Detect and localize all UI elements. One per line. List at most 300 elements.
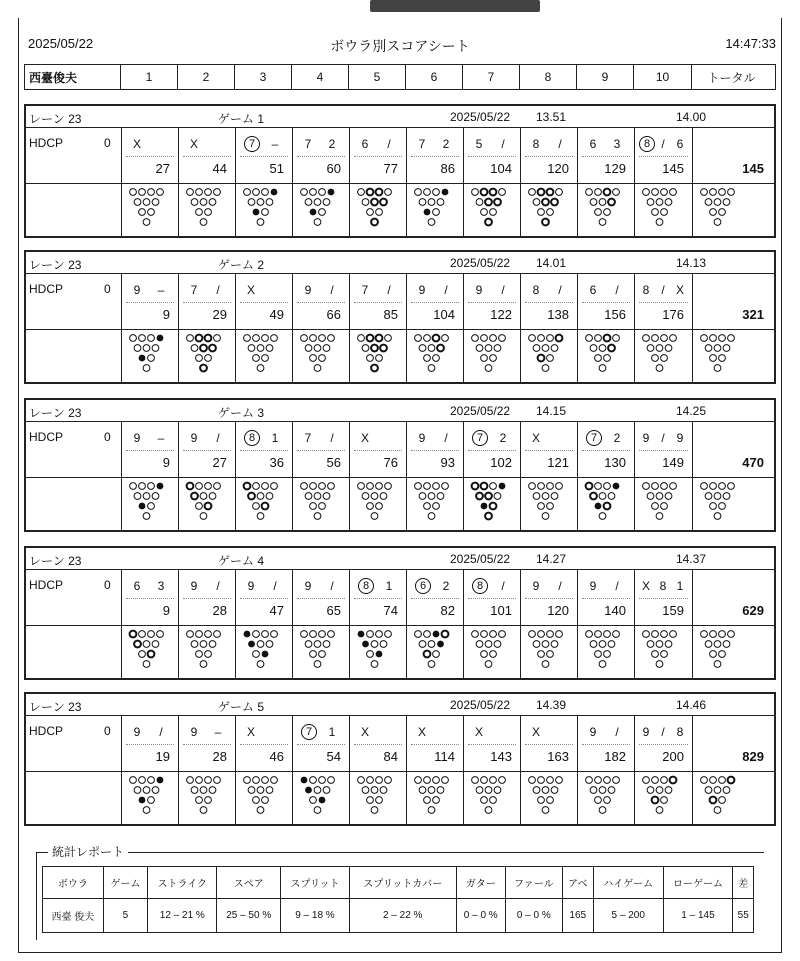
roll-mark: /	[615, 579, 619, 593]
cumulative-score: 9	[162, 603, 170, 618]
pin	[728, 189, 735, 196]
stats-header: スペア	[217, 867, 281, 899]
pin	[719, 189, 726, 196]
stats-value: 0 – 0 %	[505, 899, 562, 933]
pin	[148, 503, 155, 510]
pin	[262, 651, 269, 658]
pin	[529, 777, 536, 784]
pin	[310, 483, 317, 490]
pin	[656, 365, 663, 372]
roll-mark: 6	[361, 137, 369, 151]
frame-cell	[122, 274, 179, 329]
divider	[468, 744, 516, 745]
pin	[148, 797, 155, 804]
pin-diagram	[185, 775, 235, 821]
pin	[143, 787, 150, 794]
pin	[415, 335, 422, 342]
frame-cell	[350, 422, 407, 477]
pin-diagram	[470, 187, 520, 233]
pin	[266, 641, 273, 648]
pin-diagram	[185, 481, 235, 527]
roll-mark: 3	[613, 137, 621, 151]
frame-cell	[578, 128, 635, 183]
stats-value: 55	[733, 899, 754, 933]
divider	[525, 450, 573, 451]
stats-title: 統計レポート	[48, 843, 128, 860]
game-header	[26, 252, 774, 274]
pin	[723, 787, 730, 794]
divider	[183, 302, 231, 303]
pin-diagram	[185, 187, 235, 233]
pin	[139, 651, 146, 658]
game-header	[26, 694, 774, 716]
stats-header: ガター	[456, 867, 505, 899]
pin	[538, 483, 545, 490]
pin	[723, 345, 730, 352]
cumulative-score: 182	[604, 749, 626, 764]
pin	[490, 483, 497, 490]
pin	[533, 345, 540, 352]
pin-cell	[464, 184, 521, 236]
cumulative-score: 176	[662, 307, 684, 322]
pin	[728, 777, 735, 784]
pin	[253, 189, 260, 196]
pin-cell	[407, 772, 464, 824]
pin	[608, 641, 615, 648]
frame-cell	[635, 716, 693, 771]
pin	[367, 209, 374, 216]
pin	[608, 345, 615, 352]
pin	[533, 641, 540, 648]
pin	[323, 493, 330, 500]
frame-cell	[407, 422, 464, 477]
roll-mark: /	[387, 137, 391, 151]
pin	[253, 797, 260, 804]
pin	[701, 631, 708, 638]
pin	[595, 189, 602, 196]
pin	[205, 797, 212, 804]
pin	[723, 493, 730, 500]
roll-mark: X	[641, 579, 650, 593]
pin	[428, 493, 435, 500]
pin	[656, 345, 663, 352]
pin-diagram	[641, 187, 693, 233]
roll-mark: 3	[157, 579, 165, 593]
pin	[209, 641, 216, 648]
roll-mark: 6	[415, 578, 431, 594]
cumulative-score: 27	[212, 455, 227, 470]
roll-mark: 9	[589, 725, 597, 739]
scan-artifact	[370, 0, 540, 12]
pin	[710, 335, 717, 342]
cumulative-score: 121	[547, 455, 569, 470]
roll-mark: 7	[190, 283, 198, 297]
pin-cell	[407, 478, 464, 530]
pin	[701, 335, 708, 342]
pin	[595, 651, 602, 658]
pin	[599, 345, 606, 352]
hdcp-value: 0	[104, 282, 111, 296]
pin-diagram	[527, 481, 577, 527]
pin	[214, 631, 221, 638]
pin	[705, 199, 712, 206]
pin	[358, 483, 365, 490]
pin-cell	[578, 330, 635, 382]
roll-mark: 8	[358, 578, 374, 594]
pin	[595, 503, 602, 510]
roll-mark: 9	[133, 431, 141, 445]
roll-mark: 8	[642, 283, 650, 297]
pin	[472, 777, 479, 784]
pin	[485, 199, 492, 206]
roll-mark	[382, 724, 396, 740]
pin	[187, 777, 194, 784]
pin-row	[26, 772, 774, 824]
pin	[490, 631, 497, 638]
cumulative-score: 86	[440, 161, 455, 176]
frame-cell	[521, 570, 578, 625]
pin	[323, 199, 330, 206]
stats-table	[42, 866, 754, 933]
frame-cell	[293, 422, 350, 477]
pin	[547, 651, 554, 658]
pin-diagram	[128, 775, 178, 821]
pin	[196, 483, 203, 490]
divider	[525, 156, 573, 157]
pin	[710, 503, 717, 510]
pin	[670, 631, 677, 638]
pin	[652, 503, 659, 510]
pin	[319, 209, 326, 216]
pin	[301, 777, 308, 784]
pin-cell	[635, 626, 693, 678]
divider	[183, 450, 231, 451]
pin	[547, 503, 554, 510]
pin	[148, 335, 155, 342]
roll-mark: /	[615, 725, 619, 739]
pin	[371, 787, 378, 794]
pin	[604, 335, 611, 342]
pin	[253, 631, 260, 638]
pin	[472, 335, 479, 342]
pin	[494, 199, 501, 206]
total-cell	[693, 570, 772, 625]
pin	[328, 631, 335, 638]
pin	[130, 631, 137, 638]
pin-cell	[122, 330, 179, 382]
frame-cell	[521, 716, 578, 771]
pin	[723, 641, 730, 648]
pin	[139, 631, 146, 638]
pin	[442, 189, 449, 196]
pin	[367, 189, 374, 196]
roll-mark	[268, 282, 282, 298]
frame-header: 10	[634, 65, 692, 89]
pin	[656, 199, 663, 206]
pin-diagram	[242, 187, 292, 233]
pin	[371, 661, 378, 668]
frame-header: 5	[349, 65, 406, 89]
empty-cell	[26, 478, 122, 530]
pin-diagram	[128, 481, 178, 527]
pin	[599, 641, 606, 648]
pin-cell	[521, 626, 578, 678]
pin	[719, 631, 726, 638]
pin	[499, 777, 506, 784]
pin	[542, 199, 549, 206]
roll-mark: X	[474, 725, 483, 739]
pin	[428, 345, 435, 352]
pin	[595, 355, 602, 362]
pin	[376, 355, 383, 362]
roll-mark: 2	[442, 579, 450, 593]
pin	[380, 199, 387, 206]
pin	[701, 777, 708, 784]
cumulative-score: 29	[212, 307, 227, 322]
running-total: 829	[742, 749, 764, 764]
pin-cell	[122, 478, 179, 530]
pin-cell	[350, 330, 407, 382]
pin-cell	[521, 184, 578, 236]
frame-cell	[521, 128, 578, 183]
pin-diagram	[299, 187, 349, 233]
game-block	[24, 104, 776, 238]
pin	[358, 631, 365, 638]
pin	[542, 345, 549, 352]
pin	[200, 807, 207, 814]
stats-header: ローゲーム	[663, 867, 733, 899]
total-cell	[693, 422, 772, 477]
pin	[433, 651, 440, 658]
pin	[244, 335, 251, 342]
pin-diagram	[299, 333, 349, 379]
frame-header: 1	[121, 65, 178, 89]
pin	[248, 199, 255, 206]
pin	[613, 335, 620, 342]
pin-cell	[350, 626, 407, 678]
divider	[639, 450, 688, 451]
pin-diagram	[470, 333, 520, 379]
game-block	[24, 692, 776, 826]
stats-header: ボウラ	[43, 867, 104, 899]
hdcp-label: HDCP	[29, 430, 64, 444]
pin	[661, 503, 668, 510]
pin	[205, 483, 212, 490]
divider	[354, 302, 402, 303]
pin-cell-extra	[693, 184, 772, 236]
pin	[196, 777, 203, 784]
roll-mark: /	[330, 579, 334, 593]
cumulative-score: 129	[604, 161, 626, 176]
print-date: 2025/05/22	[28, 36, 94, 51]
pin	[139, 189, 146, 196]
pin	[472, 631, 479, 638]
pin-row	[26, 478, 774, 530]
pin	[481, 209, 488, 216]
pin	[437, 199, 444, 206]
pin	[200, 345, 207, 352]
hdcp-cell	[26, 128, 122, 183]
pin	[257, 365, 264, 372]
pin	[714, 787, 721, 794]
pin	[604, 209, 611, 216]
pin	[301, 631, 308, 638]
frame-cell	[179, 128, 236, 183]
pin	[253, 651, 260, 658]
pin-cell	[521, 478, 578, 530]
roll-mark: 8	[532, 283, 540, 297]
pin	[490, 355, 497, 362]
pin	[599, 787, 606, 794]
pin	[244, 777, 251, 784]
pin	[253, 483, 260, 490]
pin	[424, 335, 431, 342]
roll-mark: /	[558, 283, 562, 297]
pin	[358, 335, 365, 342]
print-time: 14:47:33	[725, 36, 776, 51]
pin	[719, 503, 726, 510]
roll-mark: 6	[133, 579, 141, 593]
pin	[476, 345, 483, 352]
roll-mark: 7	[304, 137, 312, 151]
pin	[262, 777, 269, 784]
pin-diagram	[356, 333, 406, 379]
roll-mark: /	[444, 283, 448, 297]
cumulative-score: 143	[490, 749, 512, 764]
pin	[157, 483, 164, 490]
pin	[556, 483, 563, 490]
stats-header: スプリット	[281, 867, 350, 899]
pin	[376, 483, 383, 490]
pin	[547, 189, 554, 196]
pin	[139, 503, 146, 510]
pin	[599, 219, 606, 226]
pin	[152, 787, 159, 794]
pin	[490, 777, 497, 784]
pin	[714, 807, 721, 814]
stats-value: 25 – 50 %	[217, 899, 281, 933]
pin-cell	[293, 772, 350, 824]
pin	[481, 651, 488, 658]
pin	[538, 797, 545, 804]
game-start-time: 14.27	[536, 552, 567, 566]
pin	[248, 787, 255, 794]
frame-cell	[635, 274, 693, 329]
pin	[437, 641, 444, 648]
pin	[542, 365, 549, 372]
frame-cell	[293, 128, 350, 183]
pin	[134, 345, 141, 352]
roll-mark: 7	[472, 430, 488, 446]
divider	[525, 302, 573, 303]
cumulative-score: 9	[162, 307, 170, 322]
pin	[143, 199, 150, 206]
pin	[647, 199, 654, 206]
cumulative-score: 159	[662, 603, 684, 618]
pin	[533, 199, 540, 206]
pin	[485, 787, 492, 794]
cumulative-score: 19	[155, 749, 170, 764]
pin	[143, 641, 150, 648]
pin	[433, 797, 440, 804]
pin	[376, 335, 383, 342]
divider	[126, 450, 174, 451]
pin	[130, 483, 137, 490]
pin	[719, 777, 726, 784]
pin	[196, 189, 203, 196]
stats-header: スプリットカバー	[349, 867, 456, 899]
roll-mark: 7	[418, 137, 426, 151]
frame-cell	[407, 716, 464, 771]
pin	[143, 365, 150, 372]
pin	[191, 787, 198, 794]
lane-label: レーン 23	[29, 258, 82, 272]
pin-diagram	[584, 629, 634, 675]
game-date: 2025/05/22	[450, 404, 511, 418]
cumulative-score: 130	[604, 455, 626, 470]
divider	[183, 598, 231, 599]
roll-mark: /	[330, 431, 334, 445]
pin	[661, 631, 668, 638]
pin	[485, 807, 492, 814]
frame-header: 7	[463, 65, 520, 89]
pin-row	[26, 330, 774, 382]
pin	[157, 189, 164, 196]
pin-cell	[521, 772, 578, 824]
pin	[595, 777, 602, 784]
pin	[385, 631, 392, 638]
game-date: 2025/05/22	[450, 256, 511, 270]
pin	[652, 483, 659, 490]
frame-cell	[578, 274, 635, 329]
game-date: 2025/05/22	[450, 110, 511, 124]
lane-label: レーン 23	[29, 406, 82, 420]
hdcp-label: HDCP	[29, 282, 64, 296]
empty-cell	[26, 626, 122, 678]
pin	[608, 199, 615, 206]
pin	[595, 797, 602, 804]
pin	[139, 335, 146, 342]
pin	[362, 787, 369, 794]
game-end-time: 14.46	[676, 698, 707, 712]
pin	[362, 493, 369, 500]
pin-cell	[464, 478, 521, 530]
hdcp-value: 0	[104, 578, 111, 592]
stats-header: ゲーム	[103, 867, 147, 899]
divider	[297, 302, 345, 303]
pin	[262, 503, 269, 510]
pin	[656, 787, 663, 794]
pin-diagram	[413, 775, 463, 821]
pin-diagram	[356, 775, 406, 821]
pin-cell	[578, 772, 635, 824]
pin	[590, 641, 597, 648]
pin	[367, 777, 374, 784]
cumulative-score: 56	[326, 455, 341, 470]
pin	[319, 355, 326, 362]
pin	[490, 189, 497, 196]
divider	[297, 156, 345, 157]
cumulative-score: 49	[269, 307, 284, 322]
pin	[253, 355, 260, 362]
pin	[323, 345, 330, 352]
pin-diagram	[413, 333, 463, 379]
cumulative-score: 156	[604, 307, 626, 322]
pin-diagram	[527, 187, 577, 233]
frame-cell	[635, 570, 693, 625]
pin	[415, 483, 422, 490]
pin	[613, 189, 620, 196]
